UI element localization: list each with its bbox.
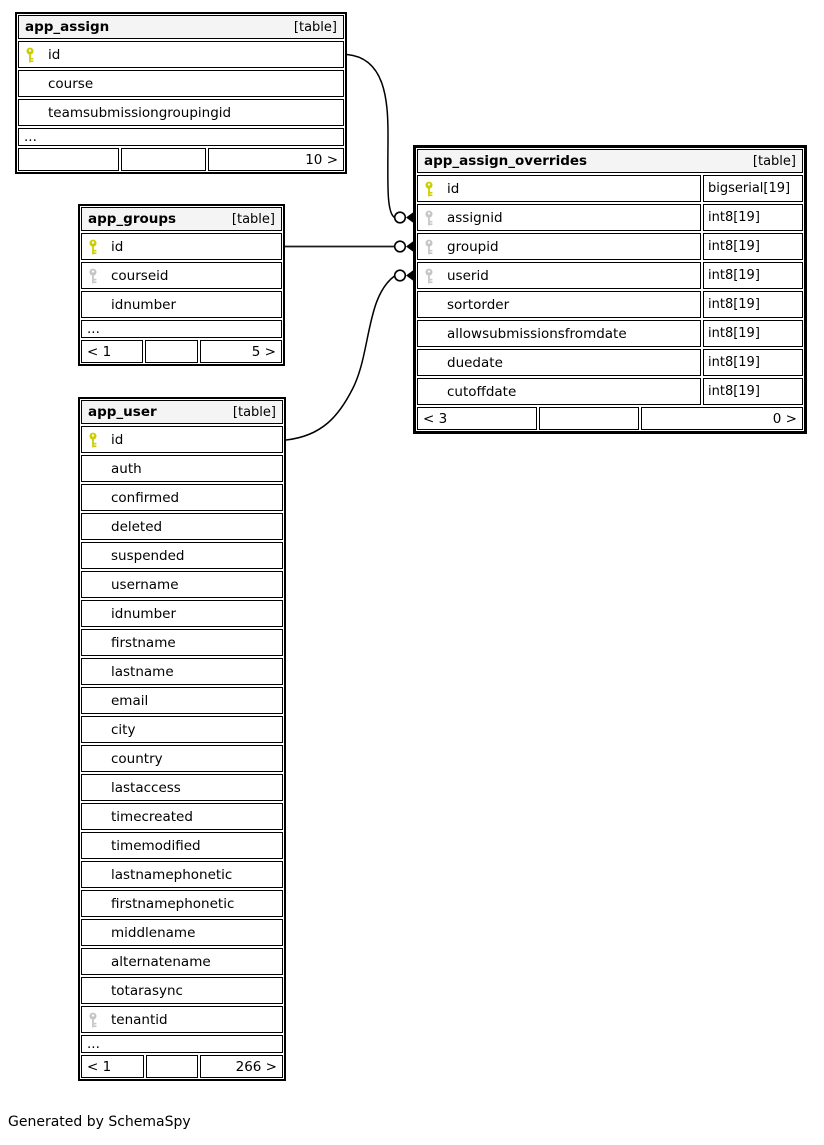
column-row — [81, 832, 283, 859]
footer-spacer — [121, 148, 206, 171]
column-row — [417, 378, 803, 405]
relation-app_groups-to-app_assign_overrides — [285, 241, 414, 252]
column-row — [81, 629, 283, 656]
table-footer — [18, 148, 344, 171]
foreign-key-slot — [418, 268, 447, 284]
table-tag: [table] — [231, 211, 275, 227]
table-footer — [81, 1055, 283, 1078]
column-type: int8[19] — [703, 378, 803, 405]
column-name: duedate — [447, 354, 503, 371]
column-name: city — [111, 721, 136, 738]
column-row — [81, 658, 283, 685]
zero-or-one-circle — [395, 212, 406, 223]
relation-app_user-to-app_assign_overrides — [286, 270, 414, 440]
footer-child-count: 5 > — [200, 340, 282, 363]
column-name: email — [111, 692, 149, 709]
primary-key-icon — [25, 47, 36, 63]
column-row — [81, 1006, 283, 1033]
column-row — [81, 948, 283, 975]
column-name: idnumber — [111, 296, 177, 313]
column-name: suspended — [111, 547, 185, 564]
column-row — [81, 774, 283, 801]
column-name: firstnamephonetic — [111, 895, 235, 912]
table-name[interactable]: app_user — [88, 404, 157, 420]
foreign-key-icon — [88, 1012, 99, 1028]
column-row — [81, 426, 283, 453]
column-row — [18, 99, 344, 126]
table-app_user[interactable] — [78, 397, 286, 1081]
table-app_assign_overrides[interactable] — [413, 145, 807, 434]
column-name: groupid — [447, 238, 499, 255]
footer-parent-count — [18, 148, 119, 171]
zero-or-one-circle — [395, 241, 406, 252]
column-type: int8[19] — [703, 233, 803, 260]
table-tag: [table] — [232, 404, 276, 420]
column-name: teamsubmissiongroupingid — [48, 104, 232, 121]
table-app_groups[interactable] — [78, 204, 285, 366]
foreign-key-icon — [424, 268, 435, 284]
column-row — [81, 890, 283, 917]
column-row — [81, 919, 283, 946]
primary-key-icon — [88, 432, 99, 448]
column-type: int8[19] — [703, 349, 803, 376]
column-row — [81, 513, 283, 540]
column-row — [417, 204, 803, 231]
column-name: userid — [447, 267, 489, 284]
footer-parent-count: < 3 — [417, 407, 537, 430]
table-footer — [417, 407, 803, 430]
primary-key-slot — [19, 47, 48, 63]
column-row — [81, 745, 283, 772]
column-row — [81, 977, 283, 1004]
column-row — [81, 484, 283, 511]
footer-spacer — [145, 340, 197, 363]
column-row — [81, 716, 283, 743]
column-name: id — [48, 46, 61, 63]
column-name: timecreated — [111, 808, 193, 825]
generated-by-note: Generated by SchemaSpy — [8, 1114, 191, 1130]
column-name: timemodified — [111, 837, 201, 854]
table-tag: [table] — [293, 19, 337, 35]
table-name[interactable]: app_groups — [88, 211, 177, 227]
foreign-key-slot — [418, 239, 447, 255]
table-header[interactable] — [81, 400, 283, 424]
column-name: assignid — [447, 209, 503, 226]
column-row — [417, 349, 803, 376]
column-name: tenantid — [111, 1011, 168, 1028]
column-name: lastname — [111, 663, 174, 680]
column-row — [81, 687, 283, 714]
more-columns-ellipsis: ... — [81, 1035, 283, 1053]
column-row — [81, 455, 283, 482]
column-name: allowsubmissionsfromdate — [447, 325, 627, 342]
more-columns-ellipsis: ... — [18, 128, 344, 146]
column-name: middlename — [111, 924, 196, 941]
foreign-key-slot — [82, 268, 111, 284]
column-row — [81, 803, 283, 830]
column-name: firstname — [111, 634, 176, 651]
column-type: int8[19] — [703, 262, 803, 289]
primary-key-slot — [418, 181, 447, 197]
column-name: course — [48, 75, 94, 92]
column-row — [417, 233, 803, 260]
primary-key-slot — [82, 239, 111, 255]
column-name: id — [111, 238, 124, 255]
column-row — [81, 291, 282, 318]
footer-child-count: 266 > — [200, 1055, 283, 1078]
column-name: auth — [111, 460, 142, 477]
footer-parent-count: < 1 — [81, 1055, 144, 1078]
table-name[interactable]: app_assign — [25, 19, 110, 35]
column-name: id — [447, 180, 460, 197]
zero-or-one-circle — [395, 270, 406, 281]
column-row — [81, 542, 283, 569]
column-row — [81, 233, 282, 260]
foreign-key-icon — [424, 210, 435, 226]
column-name: idnumber — [111, 605, 177, 622]
footer-spacer — [146, 1055, 199, 1078]
column-type: bigserial[19] — [703, 175, 803, 202]
table-header[interactable] — [81, 207, 282, 231]
column-row — [417, 291, 803, 318]
primary-key-icon — [424, 181, 435, 197]
column-name: confirmed — [111, 489, 180, 506]
footer-child-count: 0 > — [641, 407, 803, 430]
column-name: id — [111, 431, 124, 448]
foreign-key-slot — [418, 210, 447, 226]
table-header[interactable] — [417, 149, 803, 173]
column-row — [18, 70, 344, 97]
column-name: courseid — [111, 267, 169, 284]
table-header[interactable] — [18, 15, 344, 39]
table-name[interactable]: app_assign_overrides — [424, 153, 588, 169]
column-name: username — [111, 576, 179, 593]
column-type: int8[19] — [703, 204, 803, 231]
column-name: totarasync — [111, 982, 183, 999]
column-name: lastaccess — [111, 779, 181, 796]
more-columns-ellipsis: ... — [81, 320, 282, 338]
column-name: cutoffdate — [447, 383, 517, 400]
column-row — [81, 571, 283, 598]
column-type: int8[19] — [703, 291, 803, 318]
column-row — [417, 320, 803, 347]
foreign-key-icon — [88, 268, 99, 284]
table-app_assign[interactable] — [15, 12, 347, 174]
column-row — [417, 175, 803, 202]
column-row — [81, 600, 283, 627]
relation-app_assign-to-app_assign_overrides — [347, 55, 414, 224]
table-footer — [81, 340, 282, 363]
column-name: alternatename — [111, 953, 211, 970]
column-name: deleted — [111, 518, 163, 535]
column-row — [81, 262, 282, 289]
footer-spacer — [539, 407, 639, 430]
foreign-key-slot — [82, 1012, 111, 1028]
footer-parent-count: < 1 — [81, 340, 143, 363]
column-row — [417, 262, 803, 289]
column-row — [18, 41, 344, 68]
table-tag: [table] — [752, 153, 796, 169]
foreign-key-icon — [424, 239, 435, 255]
footer-child-count: 10 > — [208, 148, 344, 171]
primary-key-slot — [82, 432, 111, 448]
column-name: sortorder — [447, 296, 510, 313]
primary-key-icon — [88, 239, 99, 255]
column-row — [81, 861, 283, 888]
column-name: country — [111, 750, 163, 767]
column-name: lastnamephonetic — [111, 866, 233, 883]
column-type: int8[19] — [703, 320, 803, 347]
